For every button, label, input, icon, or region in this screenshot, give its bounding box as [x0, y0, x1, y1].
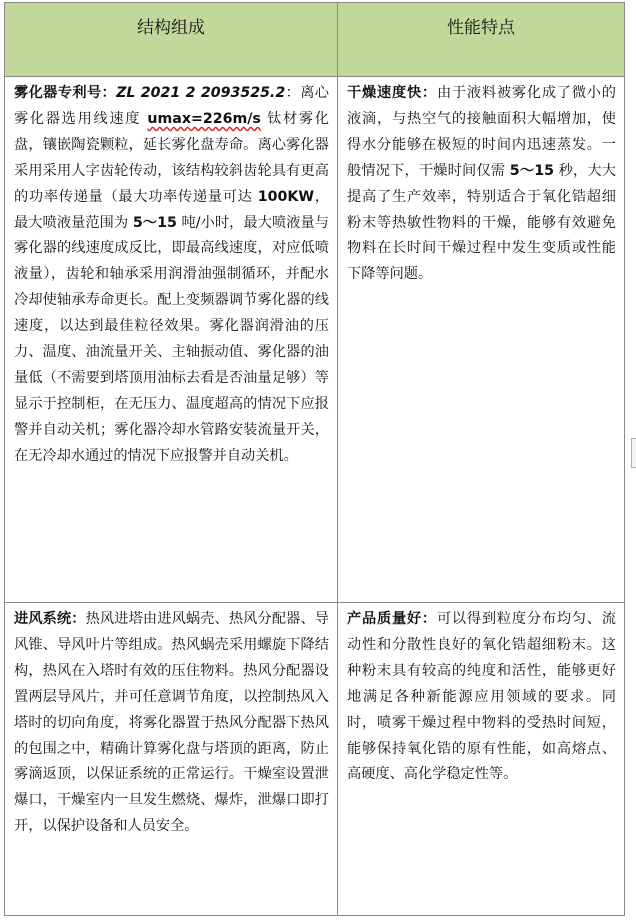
- table-row: [5, 77, 625, 603]
- atomizer-text-2: 钛材雾化盘，镶嵌陶瓷颗粒，延长雾化盘寿命。离心雾化器采用采用人字齿轮传动，该结构较斜齿轮具有更高的功率传递量（最大功率传递量可达: [14, 110, 329, 205]
- atomizer-structure-cell: [5, 77, 338, 603]
- power-value: 100KW: [257, 188, 315, 205]
- air-inlet-text: 热风进塔由进风蜗壳、热风分配器、导风锥、导风叶片等组成。热风蜗壳采用螺旋下降结构，热风在入塔时有效的压住物料。热风分配器设置两层导风片，并可任意调节角度，以控制热风入塔时的切向角度，将雾化器置于热风分配器下热风的包围之中，精确计算雾化盘与塔顶的距离，防止雾滴返顶，以保证系统的正常运行。干燥室设置泄爆口，干燥室内一旦发生燃烧、爆炸，泄爆口即打开，以保护设备和人员安全。: [14, 611, 329, 835]
- atomizer-text-3: ，最大喷液量范围为: [14, 188, 329, 231]
- drying-speed-lead: 干燥速度快：: [347, 85, 437, 101]
- spec-table: [4, 2, 625, 916]
- product-quality-text: 可以得到粒度分布均匀、流动性和分散性良好的氧化锆超细粉末。这种粉末具有较高的纯度和活性，能够更好地满足各种新能源应用领域的要求。同时，喷雾干燥过程中物料的受热时间短，能够保持氧化锆的原有性能，如高熔点、高硬度、高化学稳定性等。: [347, 611, 616, 783]
- drying-text-2: 秒，大大提高了生产效率，特别适合于氧化锆超细粉末等热敏性物料的干燥，能够有效避免物料在长时间干燥过程中发生变质或性能下降等问题。: [347, 162, 616, 283]
- header-row: [5, 3, 625, 77]
- drying-speed-cell: [338, 77, 625, 603]
- patent-number: ZL 2021 2 2093525.2: [116, 85, 286, 101]
- scroll-handle[interactable]: [631, 438, 636, 468]
- atomizer-text-1: ：离心雾化器选用线速度: [14, 85, 329, 127]
- atomizer-text-4: 吨/小时，最大喷液量与雾化器的线速度成反比，即最高线速度，对应低喷液量），齿轮和轴承采用润滑油强制循环，并配水冷却使轴承寿命更长。配上变频器调节雾化器的线速度，以达到最佳粒径效果。雾化器润滑油的压力、温度、油流量开关、主轴振动值、雾化器的油量低（不需要到塔顶用油标去看是否油量足够）等显示于控制柜，在无压力、温度超高的情况下应报警并自动关机；雾化器冷却水管路安装流量开关，在无冷却水通过的情况下应报警并自动关机。: [14, 214, 329, 464]
- air-inlet-cell: [5, 603, 338, 916]
- air-inlet-lead: 进风系统：: [14, 611, 86, 627]
- drying-text-1: 由于液料被雾化成了微小的液滴，与热空气的接触面积大幅增加，使得水分能够在极短的时间内迅速蒸发。一般情况下，干燥时间仅需: [347, 85, 616, 179]
- spray-range-value: 5～15: [132, 214, 177, 231]
- header-features: 性能特点: [338, 3, 625, 77]
- table-row: [5, 603, 625, 916]
- line-speed-value: umax=226m/s: [147, 110, 261, 127]
- atomizer-patent-lead: 雾化器专利号：: [14, 85, 117, 101]
- product-quality-cell: [338, 603, 625, 916]
- header-structure: 结构组成: [5, 3, 338, 77]
- drying-time-value: 5～15: [509, 162, 554, 179]
- product-quality-lead: 产品质量好：: [347, 611, 437, 627]
